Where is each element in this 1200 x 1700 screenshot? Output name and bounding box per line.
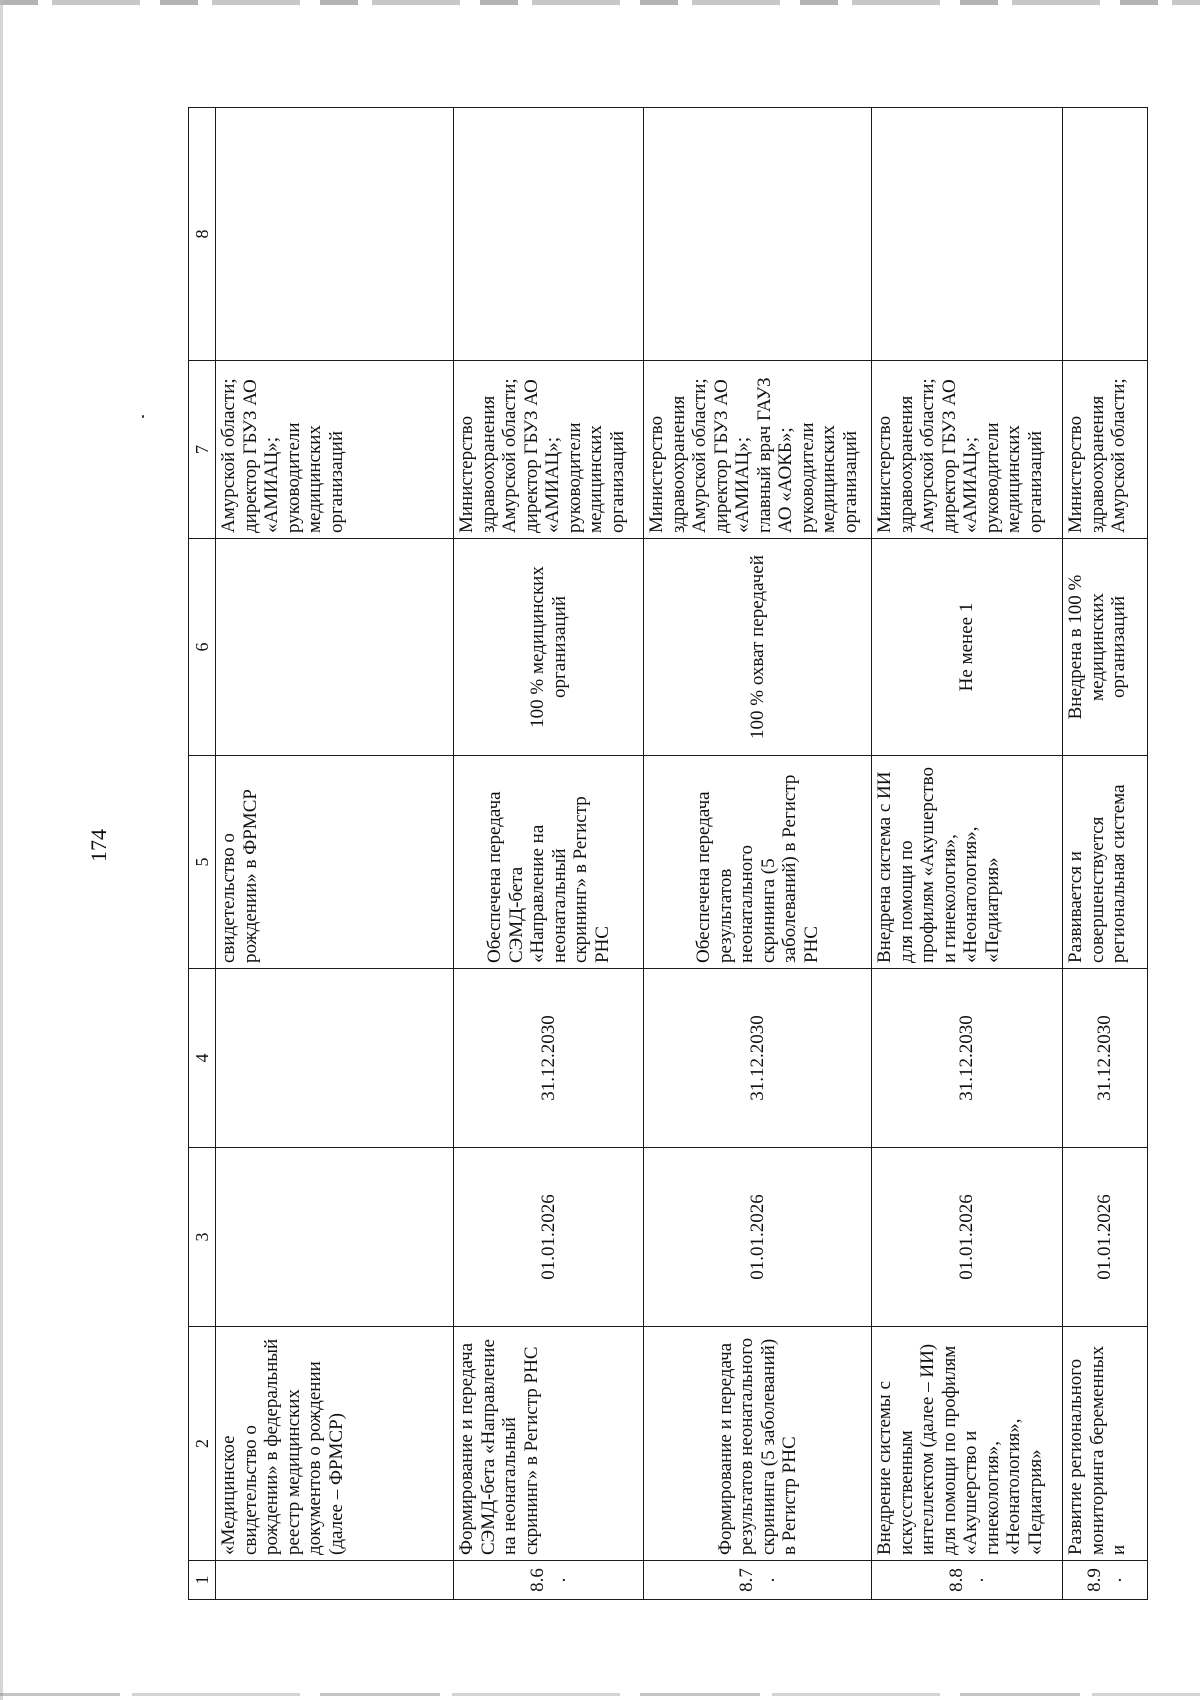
measure-name: «Медицинское свидетельство о рождении» в федеральный реестр медицинских документов о рождении (далее – ФРМСР): [216, 1327, 454, 1561]
row-number: 8.8.: [872, 1561, 1063, 1600]
page-number: 174: [86, 829, 111, 862]
expected-result: свидетельство о рождении» в ФРМСР: [216, 756, 454, 969]
row-number: 8.9.: [1063, 1561, 1148, 1600]
row-number: 8.7.: [644, 1561, 872, 1600]
scan-speck: [142, 415, 144, 418]
header-cell: 8: [189, 108, 216, 361]
header-cell: 7: [189, 361, 216, 539]
measure-name: Развитие регионального мониторинга беременных и: [1063, 1327, 1148, 1561]
indicator: Не менее 1: [872, 539, 1063, 756]
expected-result: Внедрена система с ИИ для помощи по профилям «Акушерство и гинекология», «Неонатология», «Педиатрия»: [872, 756, 1063, 969]
header-row: [189, 108, 216, 1600]
responsible: Министерство здравоохранения Амурской области; директор ГБУЗ АО «АМИАЦ»; главный врач ГАУЗ АО «АОКБ»; руководители медицинских организаций: [644, 361, 872, 539]
indicator: Внедрена в 100 % медицинских организаций: [1063, 539, 1148, 756]
table-row: [1063, 108, 1148, 1600]
start-date: 01.01.2026: [454, 1148, 644, 1327]
table-row-continuation: [216, 108, 454, 1600]
measure-name: Формирование и передача СЭМД-бета «Направление на неонатальный скрининг» в Регистр РНС: [454, 1327, 644, 1561]
end-date: [216, 969, 454, 1148]
col8-cell: [216, 108, 454, 361]
header-cell: 6: [189, 539, 216, 756]
row-number: 8.6.: [454, 1561, 644, 1600]
end-date: 31.12.2030: [1063, 969, 1148, 1148]
start-date: 01.01.2026: [872, 1148, 1063, 1327]
header-cell: 2: [189, 1327, 216, 1561]
end-date: 31.12.2030: [454, 969, 644, 1148]
responsible: Министерство здравоохранения Амурской области; директор ГБУЗ АО «АМИАЦ»; руководители медицинских организаций: [872, 361, 1063, 539]
header-cell: 5: [189, 756, 216, 969]
measure-name: Формирование и передача результатов неонатального скрининга (5 заболеваний) в Регистр РНС: [644, 1327, 872, 1561]
header-cell: 4: [189, 969, 216, 1148]
rotated-table-container: [188, 108, 1129, 1600]
plan-table: [188, 107, 1148, 1600]
start-date: 01.01.2026: [644, 1148, 872, 1327]
indicator: 100 % охват передачей: [644, 539, 872, 756]
end-date: 31.12.2030: [644, 969, 872, 1148]
start-date: [216, 1148, 454, 1327]
row-number: [216, 1561, 454, 1600]
responsible: Амурской области; директор ГБУЗ АО «АМИАЦ»; руководители медицинских организаций: [216, 361, 454, 539]
col8-cell: [644, 108, 872, 361]
col8-cell: [1063, 108, 1148, 361]
indicator: 100 % медицинских организаций: [454, 539, 644, 756]
col8-cell: [872, 108, 1063, 361]
responsible: Министерство здравоохранения Амурской области; директор ГБУЗ АО «АМИАЦ»; руководители медицинских организаций: [454, 361, 644, 539]
header-cell: 3: [189, 1148, 216, 1327]
table-row: [644, 108, 872, 1600]
end-date: 31.12.2030: [872, 969, 1063, 1148]
table-row: [872, 108, 1063, 1600]
scan-artifact-left: [0, 0, 3, 1700]
col8-cell: [454, 108, 644, 361]
scan-artifact-top: [0, 0, 1200, 5]
expected-result: Обеспечена передача результатов неонатального скрининга (5 заболеваний) в Регистр РНС: [644, 756, 872, 969]
header-cell: 1: [189, 1561, 216, 1600]
start-date: 01.01.2026: [1063, 1148, 1148, 1327]
responsible: Министерство здравоохранения Амурской области;: [1063, 361, 1148, 539]
expected-result: Обеспечена передача СЭМД-бета «Направление на неонатальный скрининг» в Регистр РНС: [454, 756, 644, 969]
scan-artifact-bottom: [0, 1693, 1200, 1696]
expected-result: Развивается и совершенствуется региональная система: [1063, 756, 1148, 969]
table-row: [454, 108, 644, 1600]
indicator: [216, 539, 454, 756]
measure-name: Внедрение системы с искусственным интеллектом (далее – ИИ) для помощи по профилям «Акушерство и гинекология», «Неонатология», «Педиатрия»: [872, 1327, 1063, 1561]
